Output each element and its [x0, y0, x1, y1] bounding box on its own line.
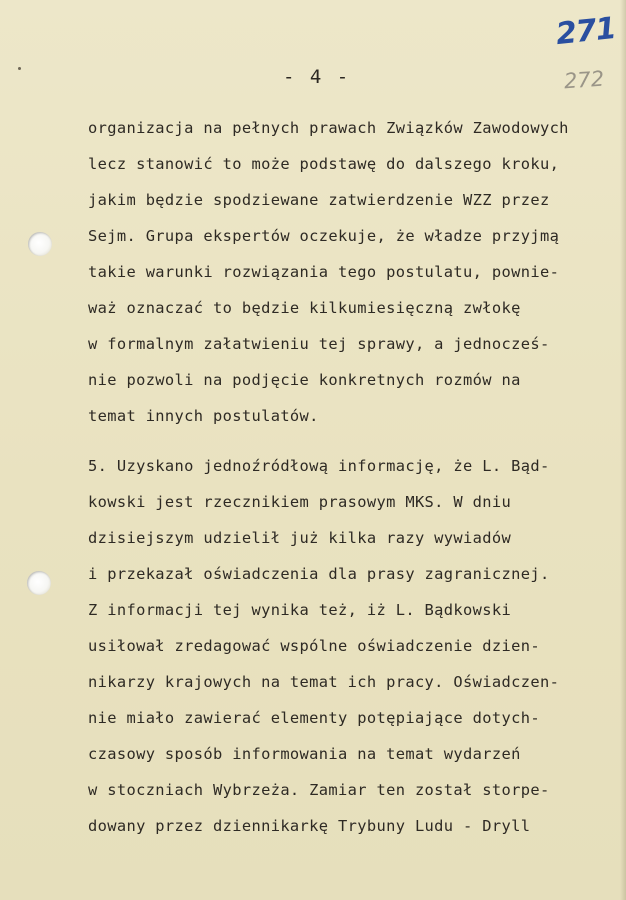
body-line: nikarzy krajowych na temat ich pracy. Oświadczen-: [88, 673, 560, 691]
body-line: temat innych postulatów.: [88, 407, 319, 425]
body-line: nie pozwoli na podjęcie konkretnych rozmów na: [88, 371, 521, 389]
archive-number-pencil: 272: [563, 66, 605, 94]
body-line: w stoczniach Wybrzeża. Zamiar ten został storpe-: [88, 781, 550, 799]
body-line: organizacja na pełnych prawach Związków Zawodowych: [88, 119, 569, 137]
archive-number-ink: 271: [554, 10, 618, 53]
body-line: jakim będzie spodziewane zatwierdzenie WZZ przez: [88, 191, 550, 209]
body-line: takie warunki rozwiązania tego postulatu, pownie-: [88, 263, 560, 281]
body-line: kowski jest rzecznikiem prasowym MKS. W dniu: [88, 493, 512, 511]
body-line: w formalnym załatwieniu tej sprawy, a jednocześ-: [88, 335, 550, 353]
body-line: Sejm. Grupa ekspertów oczekuje, że władze przyjmą: [88, 227, 560, 245]
punch-hole-top: [28, 232, 52, 256]
body-line: czasowy sposób informowania na temat wydarzeń: [88, 745, 521, 763]
body-line: 5. Uzyskano jednoźródłową informację, że L. Bąd-: [88, 457, 550, 475]
body-line: usiłował zredagować wspólne oświadczenie dzien-: [88, 637, 540, 655]
body-line: Z informacji tej wynika też, iż L. Bądkowski: [88, 601, 512, 619]
body-line: lecz stanowić to może podstawę do dalszego kroku,: [88, 155, 560, 173]
page-number: - 4 -: [283, 66, 351, 88]
punch-hole-bottom: [27, 571, 51, 595]
body-line: nie miało zawierać elementy potępiające dotych-: [88, 709, 540, 727]
body-line: dowany przez dziennikarkę Trybuny Ludu - Dryll: [88, 817, 531, 835]
page-edge-shadow: [620, 0, 626, 900]
body-line: waż oznaczać to będzie kilkumiesięczną zwłokę: [88, 299, 521, 317]
paper-speck: [18, 67, 21, 70]
body-line: dzisiejszym udzielił już kilka razy wywiadów: [88, 529, 512, 547]
body-line: i przekazał oświadczenia dla prasy zagranicznej.: [88, 565, 550, 583]
